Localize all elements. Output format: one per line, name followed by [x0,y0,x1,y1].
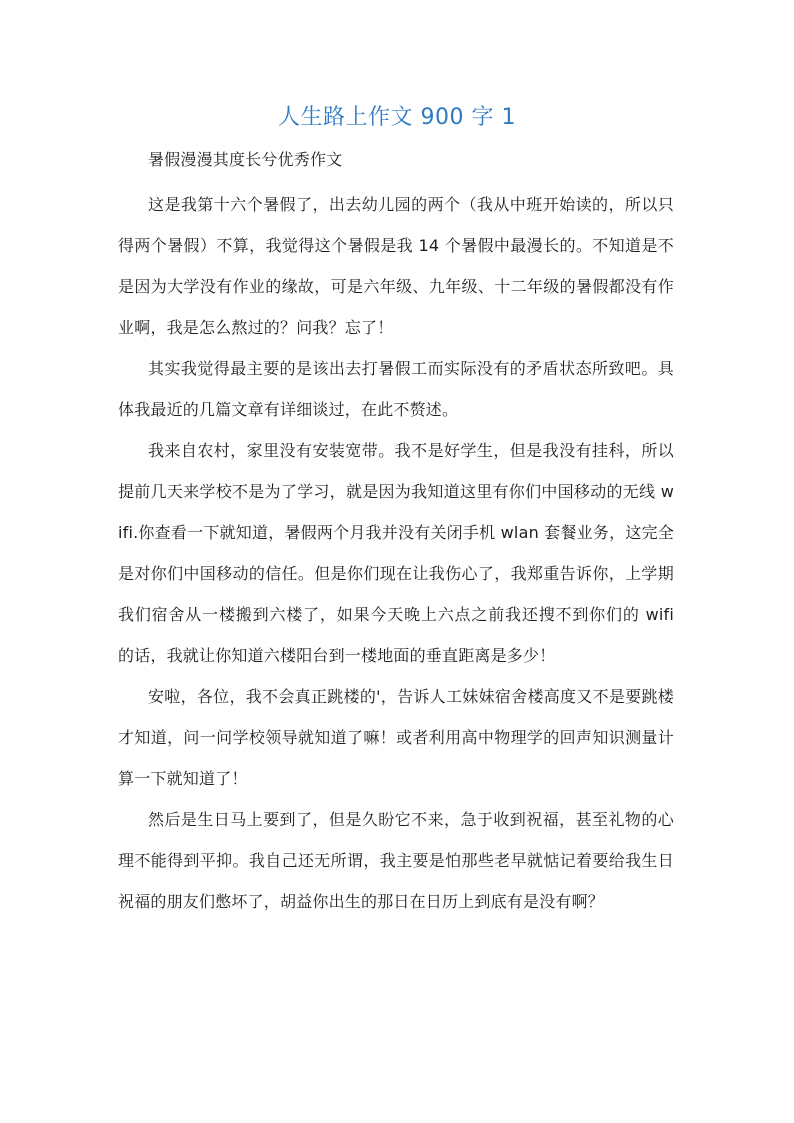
page-title: 人生路上作文 900 字 1 [278,105,516,130]
paragraph: 这是我第十六个暑假了，出去幼儿园的两个（我从中班开始读的，所以只得两个暑假）不算，我觉得这个暑假是我 14 个暑假中最漫长的。不知道是不是因为大学没有作业的缘故，可是六年级、九年级、十二年级的暑假都没有作业啊，我是怎么熬过的？问我？忘了！ [118,195,674,337]
paragraph: 其实我觉得最主要的是该出去打暑假工而实际没有的矛盾状态所致吧。具体我最近的几篇文章有详细谈过，在此不赘述。 [118,359,674,419]
paragraph: 然后是生日马上要到了，但是久盼它不来，急于收到祝福，甚至礼物的心理不能得到平抑。我自己还无所谓，我主要是怕那些老早就惦记着要给我生日祝福的朋友们憋坏了，胡益你出生的那日在日历上到底有是没有啊？ [118,810,674,911]
paragraph: 安啦，各位，我不会真正跳楼的'，告诉人工妹妹宿舍楼高度又不是要跳楼才知道，问一问学校领导就知道了嘛！或者利用高中物理学的回声知识测量计算一下就知道了！ [118,687,674,788]
paragraph: 我来自农村，家里没有安装宽带。我不是好学生，但是我没有挂科，所以提前几天来学校不是为了学习，就是因为我知道这里有你们中国移动的无线 wifi.你查看一下就知道，暑假两个月我并没有关闭手机 wlan 套餐业务，这完全是对你们中国移动的信任。但是你们现在让我伤心了，我郑重告诉你，上学期我们宿舍从一楼搬到六楼了，如果今天晚上六点之前我还搜不到你们的 wifi 的话，我就让你知道六楼阳台到一楼地面的垂直距离是多少！ [118,441,674,665]
article-body [118,145,674,922]
article-subtitle: 暑假漫漫其度长兮优秀作文 [148,150,343,169]
